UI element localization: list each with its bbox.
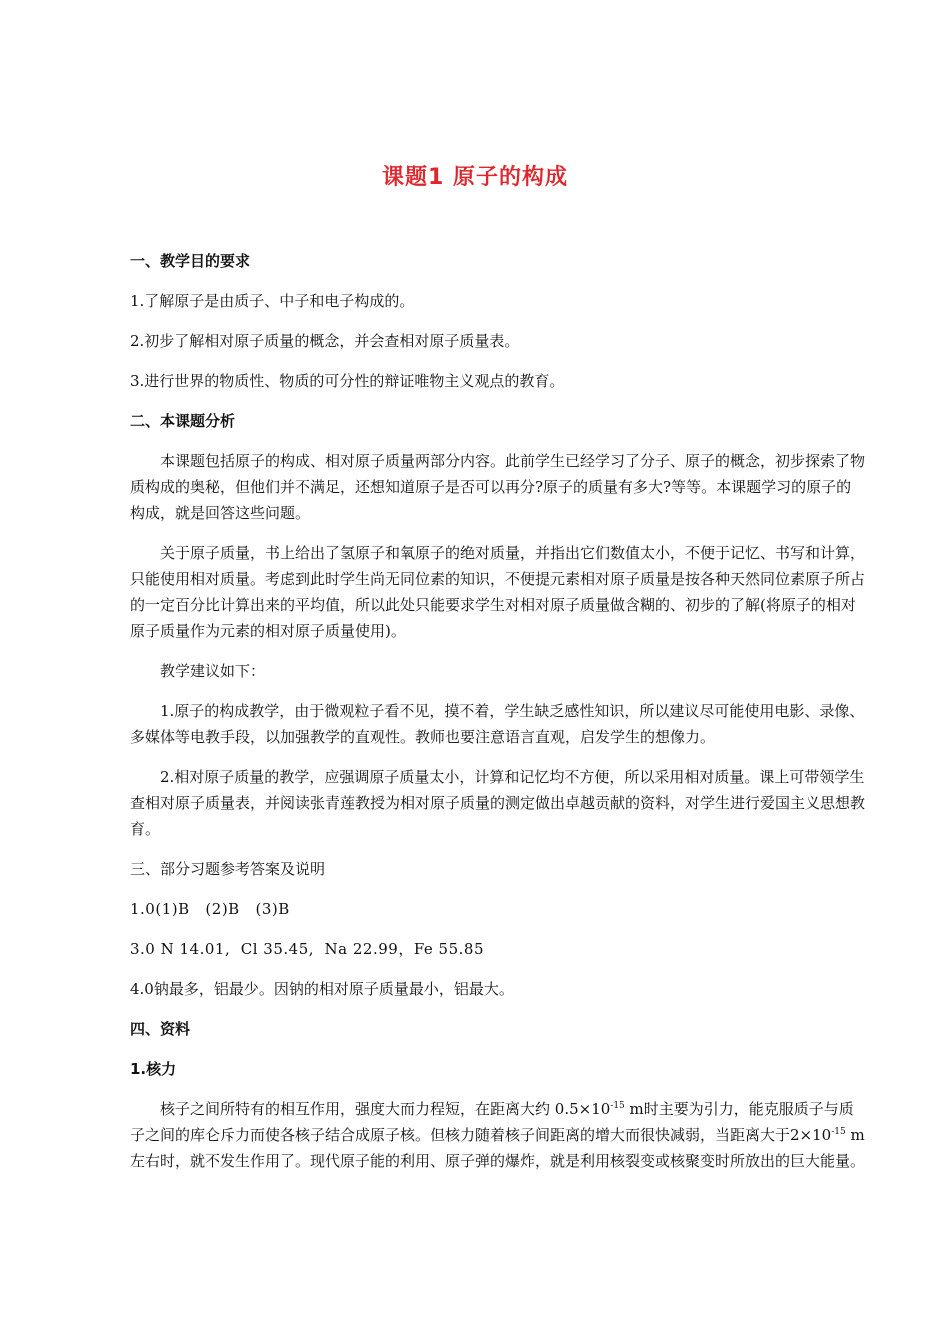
analysis-paragraph: 关于原子质量，书上给出了氢原子和氧原子的绝对质量，并指出它们数值太小，不便于记忆、书写和计算，只能使用相对质量。考虑到此时学生尚无同位素的知识，不便提元素相对原子质量是按各种天然同位素原子所占的一定百分比计算出来的平均值，所以此处只能要求学生对相对原子质量做含糊的、初步的了解(将原子的相对原子质量作为元素的相对原子质量使用)。 — [130, 544, 866, 640]
teaching-suggestion: 1.原子的构成教学，由于微观粒子看不见，摸不着，学生缺乏感性知识，所以建议尽可能使用电影、录像、多媒体等电教手段，以加强教学的直观性。教师也要注意语言直观，启发学生的想像力。 — [130, 702, 865, 746]
section-heading-analysis: 二、本课题分析 — [130, 412, 236, 430]
document-body — [130, 248, 865, 1188]
objective-item: 2.初步了解相对原子质量的概念，并会查相对原子质量表。 — [130, 332, 520, 350]
subsection-heading-nuclear-force: 1.核力 — [130, 1060, 177, 1078]
section-heading-materials: 四、资料 — [130, 1020, 191, 1038]
section-heading-objectives: 一、教学目的要求 — [130, 252, 251, 270]
paragraph-text: m时主要为引力，能克服质子与质子之间的库仑斥力而使各核子结合成原子核。但核力随着核子间距离的增大而很快减弱，当距离大于2×10 — [130, 1100, 854, 1144]
nuclear-force-paragraph — [130, 1096, 865, 1174]
answer-item: 3.0 N 14.01, Cl 35.45, Na 22.99，Fe 55.85 — [130, 940, 485, 958]
exponent: -15 — [610, 1101, 625, 1111]
exponent: -15 — [831, 1127, 846, 1137]
analysis-paragraph: 本课题包括原子的构成、相对原子质量两部分内容。此前学生已经学习了分子、原子的概念，初步探索了物质构成的奥秘，但他们并不满足，还想知道原子是否可以再分?原子的质量有多大?等等。本课题学习的原子的构成，就是回答这些问题。 — [130, 452, 866, 522]
page-title: 课题1 原子的构成 — [382, 165, 568, 190]
paragraph-text: 核子之间所特有的相互作用，强度大而力程短，在距离大约 0.5×10 — [160, 1100, 611, 1118]
objective-item: 1.了解原子是由质子、中子和电子构成的。 — [130, 292, 415, 310]
teaching-suggestion: 2.相对原子质量的教学，应强调原子质量太小，计算和记忆均不方便，所以采用相对质量。课上可带领学生查相对原子质量表，并阅读张青莲教授为相对原子质量的测定做出卓越贡献的资料，对学生进行爱国主义思想教育。 — [130, 768, 866, 838]
paragraph-text: m左右时，就不发生作用了。现代原子能的利用、原子弹的爆炸，就是利用核裂变或核聚变时所放出的巨大能量。 — [130, 1126, 866, 1170]
answer-item: 1.0(1)B (2)B (3)B — [130, 900, 290, 918]
objective-item: 3.进行世界的物质性、物质的可分性的辩证唯物主义观点的教育。 — [130, 372, 565, 390]
teaching-suggestion-intro: 教学建议如下： — [160, 662, 266, 680]
answer-item: 4.0钠最多，铝最少。因钠的相对原子质量最小，铝最大。 — [130, 980, 514, 998]
section-heading-answers: 三、部分习题参考答案及说明 — [130, 860, 326, 878]
